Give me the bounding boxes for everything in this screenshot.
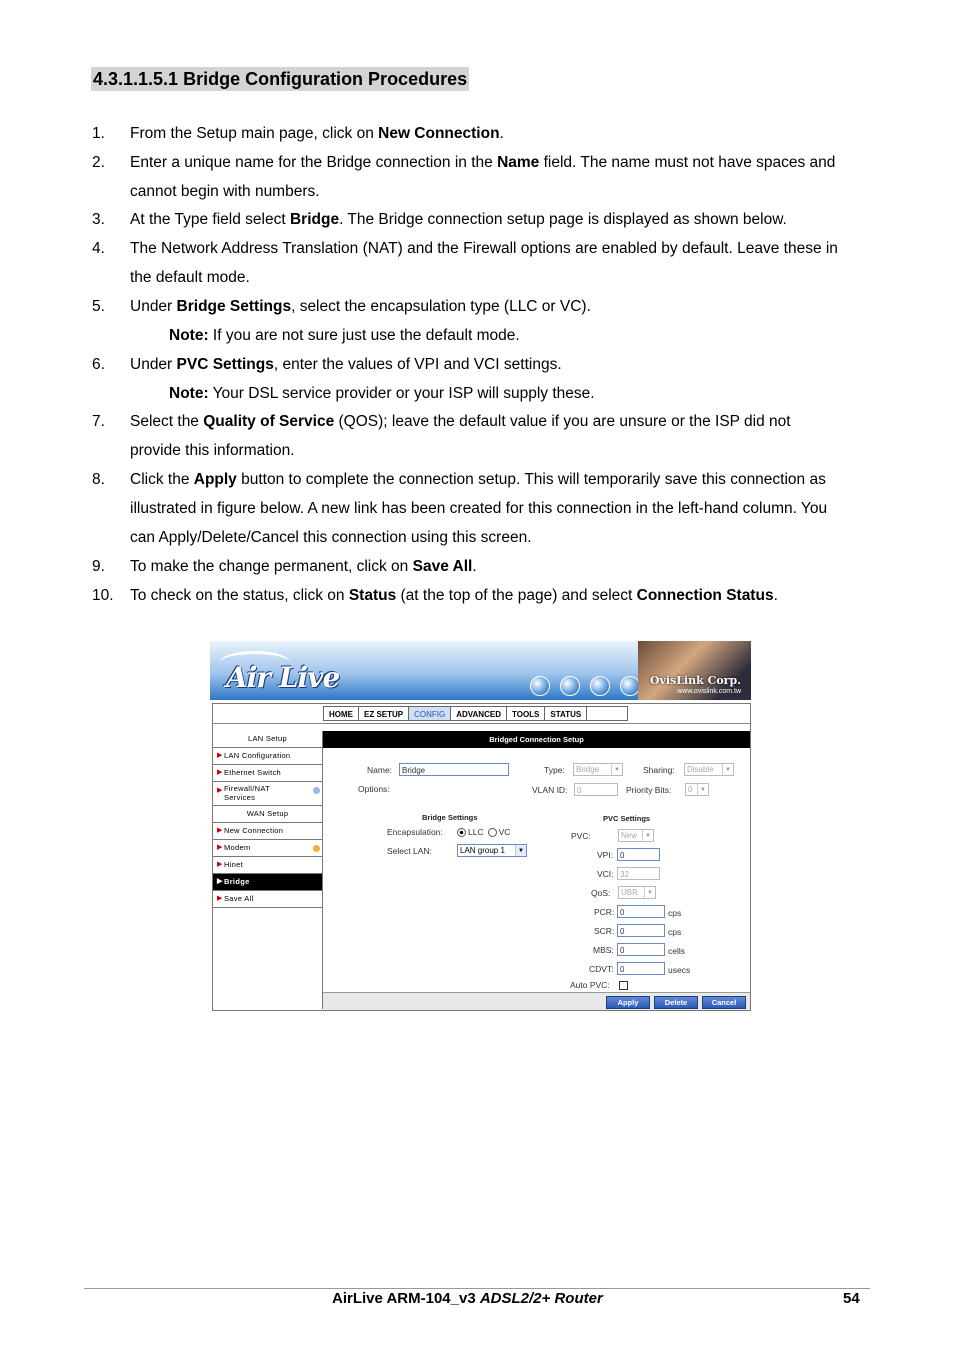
footer-product: AirLive ARM-104_v3 ADSL2/2+ Router	[332, 1290, 603, 1307]
chevron-down-icon: ▼	[611, 764, 622, 775]
note-1: Note: If you are not sure just use the default mode.	[169, 327, 520, 344]
type-label: Type:	[544, 765, 565, 775]
nav-config[interactable]: CONFIG	[409, 706, 451, 721]
page-number: 54	[843, 1290, 860, 1307]
arrow-icon: ▶	[217, 787, 223, 794]
vpi-label: VPI:	[597, 850, 614, 860]
delete-button[interactable]: Delete	[654, 996, 698, 1009]
scr-label: SCR:	[594, 926, 615, 936]
llc-radio[interactable]	[457, 828, 466, 837]
nav-ez-setup[interactable]: EZ SETUP	[359, 706, 409, 721]
chevron-down-icon: ▼	[642, 830, 653, 841]
arrow-icon: ▶	[217, 844, 223, 851]
chevron-down-icon: ▼	[644, 887, 655, 898]
sidebar-item-bridge[interactable]: ▶ Bridge	[213, 874, 322, 891]
sharing-label: Sharing:	[643, 765, 675, 775]
pvc-settings-heading: PVC Settings	[603, 814, 651, 823]
footer-divider	[84, 1288, 870, 1289]
priority-bits-select[interactable]: 0 ▼	[685, 783, 709, 796]
encapsulation-label: Encapsulation:	[387, 827, 443, 837]
sidebar-header-wan: WAN Setup	[213, 806, 322, 823]
nav-home[interactable]: HOME	[323, 706, 359, 721]
cdvt-unit: usecs	[668, 965, 691, 975]
chevron-down-icon: ▼	[515, 845, 526, 856]
sidebar-item-new-connection[interactable]: ▶ New Connection	[213, 823, 322, 840]
vc-radio[interactable]	[488, 828, 497, 837]
nav-tools[interactable]: TOOLS	[507, 706, 545, 721]
globe-icons	[530, 676, 650, 700]
mbs-label: MBS:	[593, 945, 614, 955]
nav-spacer	[587, 706, 628, 721]
globe-icon	[620, 676, 640, 696]
sidebar-item-lan-configuration[interactable]: ▶ LAN Configuration	[213, 748, 322, 765]
vci-input[interactable]: 32	[617, 867, 660, 880]
name-input[interactable]: Bridge	[399, 763, 509, 776]
step-5: 5. Under Bridge Settings, select the encapsulation type (LLC or VC).	[92, 298, 591, 315]
step-7: 7. Select the Quality of Service (QOS); leave the default value if you are unsure or the ISP did not provide this information.	[92, 413, 791, 459]
arrow-icon: ▶	[217, 878, 223, 885]
auto-pvc-label: Auto PVC:	[570, 980, 610, 990]
airlive-logo: Air Live	[226, 661, 340, 694]
sidebar-item-hinet[interactable]: ▶ Hinet	[213, 857, 322, 874]
pvc-select[interactable]: New ▼	[618, 829, 654, 842]
arrow-icon: ▶	[217, 769, 223, 776]
encapsulation-options: LLC VC	[453, 827, 510, 837]
auto-pvc-checkbox[interactable]	[619, 981, 628, 990]
select-lan-select[interactable]: LAN group 1 ▼	[457, 844, 527, 857]
step-1: 1. From the Setup main page, click on New Connection.	[92, 125, 504, 142]
globe-icon	[560, 676, 580, 696]
scr-unit: cps	[668, 927, 682, 937]
arrow-icon: ▶	[217, 827, 223, 834]
corp-url: www.ovislink.com.tw	[677, 688, 741, 695]
status-dot-icon	[313, 845, 320, 852]
step-6: 6. Under PVC Settings, enter the values of VPI and VCI settings.	[92, 356, 562, 373]
bridge-settings-heading: Bridge Settings	[422, 813, 478, 822]
apply-button[interactable]: Apply	[606, 996, 650, 1009]
button-bar	[323, 992, 750, 1010]
step-10: 10. To check on the status, click on Status (at the top of the page) and select Connection Status.	[92, 587, 778, 604]
chevron-down-icon: ▼	[722, 764, 733, 775]
chevron-down-icon: ▼	[697, 784, 708, 795]
sidebar-item-modem[interactable]: ▶ Modem	[213, 840, 322, 857]
nav-status[interactable]: STATUS	[545, 706, 587, 721]
vlan-label: VLAN ID:	[532, 785, 568, 795]
sidebar-item-ethernet-switch[interactable]: ▶ Ethernet Switch	[213, 765, 322, 782]
sidebar	[213, 731, 323, 1009]
mbs-input[interactable]: 0	[617, 943, 665, 956]
router-screenshot	[210, 641, 751, 1010]
globe-icon	[530, 676, 550, 696]
scr-input[interactable]: 0	[617, 924, 665, 937]
cdvt-label: CDVT:	[589, 964, 614, 974]
router-banner	[210, 641, 751, 700]
options-label: Options:	[358, 784, 390, 794]
router-frame	[212, 703, 751, 1011]
priority-bits-label: Priority Bits:	[626, 785, 672, 795]
step-3: 3. At the Type field select Bridge. The Bridge connection setup page is displayed as shown below.	[92, 211, 787, 228]
globe-icon	[590, 676, 610, 696]
bridge-setup-panel	[323, 731, 750, 1010]
cdvt-input[interactable]: 0	[617, 962, 665, 975]
status-dot-icon	[313, 787, 320, 794]
corp-name: OvisLink Corp.	[649, 674, 741, 687]
pcr-unit: cps	[668, 908, 682, 918]
panel-title: Bridged Connection Setup	[323, 731, 750, 748]
mbs-unit: cells	[668, 946, 686, 956]
step-4: 4. The Network Address Translation (NAT) and the Firewall options are enabled by default. Leave these in the default mode.	[92, 240, 838, 286]
corp-photo	[638, 641, 751, 700]
nav-divider	[213, 723, 750, 724]
sidebar-header-lan: LAN Setup	[213, 731, 322, 748]
step-9: 9. To make the change permanent, click on Save All.	[92, 558, 477, 575]
arrow-icon: ▶	[217, 861, 223, 868]
name-label: Name:	[367, 765, 393, 775]
arrow-icon: ▶	[217, 895, 223, 902]
arrow-icon: ▶	[217, 752, 223, 759]
top-nav	[323, 706, 628, 721]
sidebar-item-save-all[interactable]: ▶ Save All	[213, 891, 322, 908]
select-lan-label: Select LAN:	[387, 846, 432, 856]
pcr-input[interactable]: 0	[617, 905, 665, 918]
qos-select[interactable]: UBR ▼	[618, 886, 656, 899]
cancel-button[interactable]: Cancel	[702, 996, 746, 1009]
vpi-input[interactable]: 0	[617, 848, 660, 861]
vci-label: VCI:	[597, 869, 614, 879]
sidebar-item-firewall[interactable]: ▶ Firewall/NAT Services	[213, 782, 322, 806]
note-2: Note: Your DSL service provider or your ISP will supply these.	[169, 385, 595, 402]
step-2: 2. Enter a unique name for the Bridge connection in the Name field. The name must not have spaces and cannot begin with numbers.	[92, 154, 836, 200]
qos-label: QoS:	[591, 888, 611, 898]
type-select[interactable]: Bridge ▼	[573, 763, 623, 776]
nav-advanced[interactable]: ADVANCED	[451, 706, 507, 721]
step-8: 8. Click the Apply button to complete the connection setup. This will temporarily save this connection as illustrated in figure below. A new link has been created for this connection in the left-hand column. You can Apply/Delete/Cancel this connection using this screen.	[92, 471, 828, 546]
sharing-select[interactable]: Disable ▼	[684, 763, 734, 776]
pcr-label: PCR:	[594, 907, 615, 917]
vlan-input[interactable]: 0	[574, 783, 618, 796]
section-heading: 4.3.1.1.5.1 Bridge Configuration Procedures	[93, 69, 468, 89]
pvc-label: PVC:	[571, 831, 591, 841]
